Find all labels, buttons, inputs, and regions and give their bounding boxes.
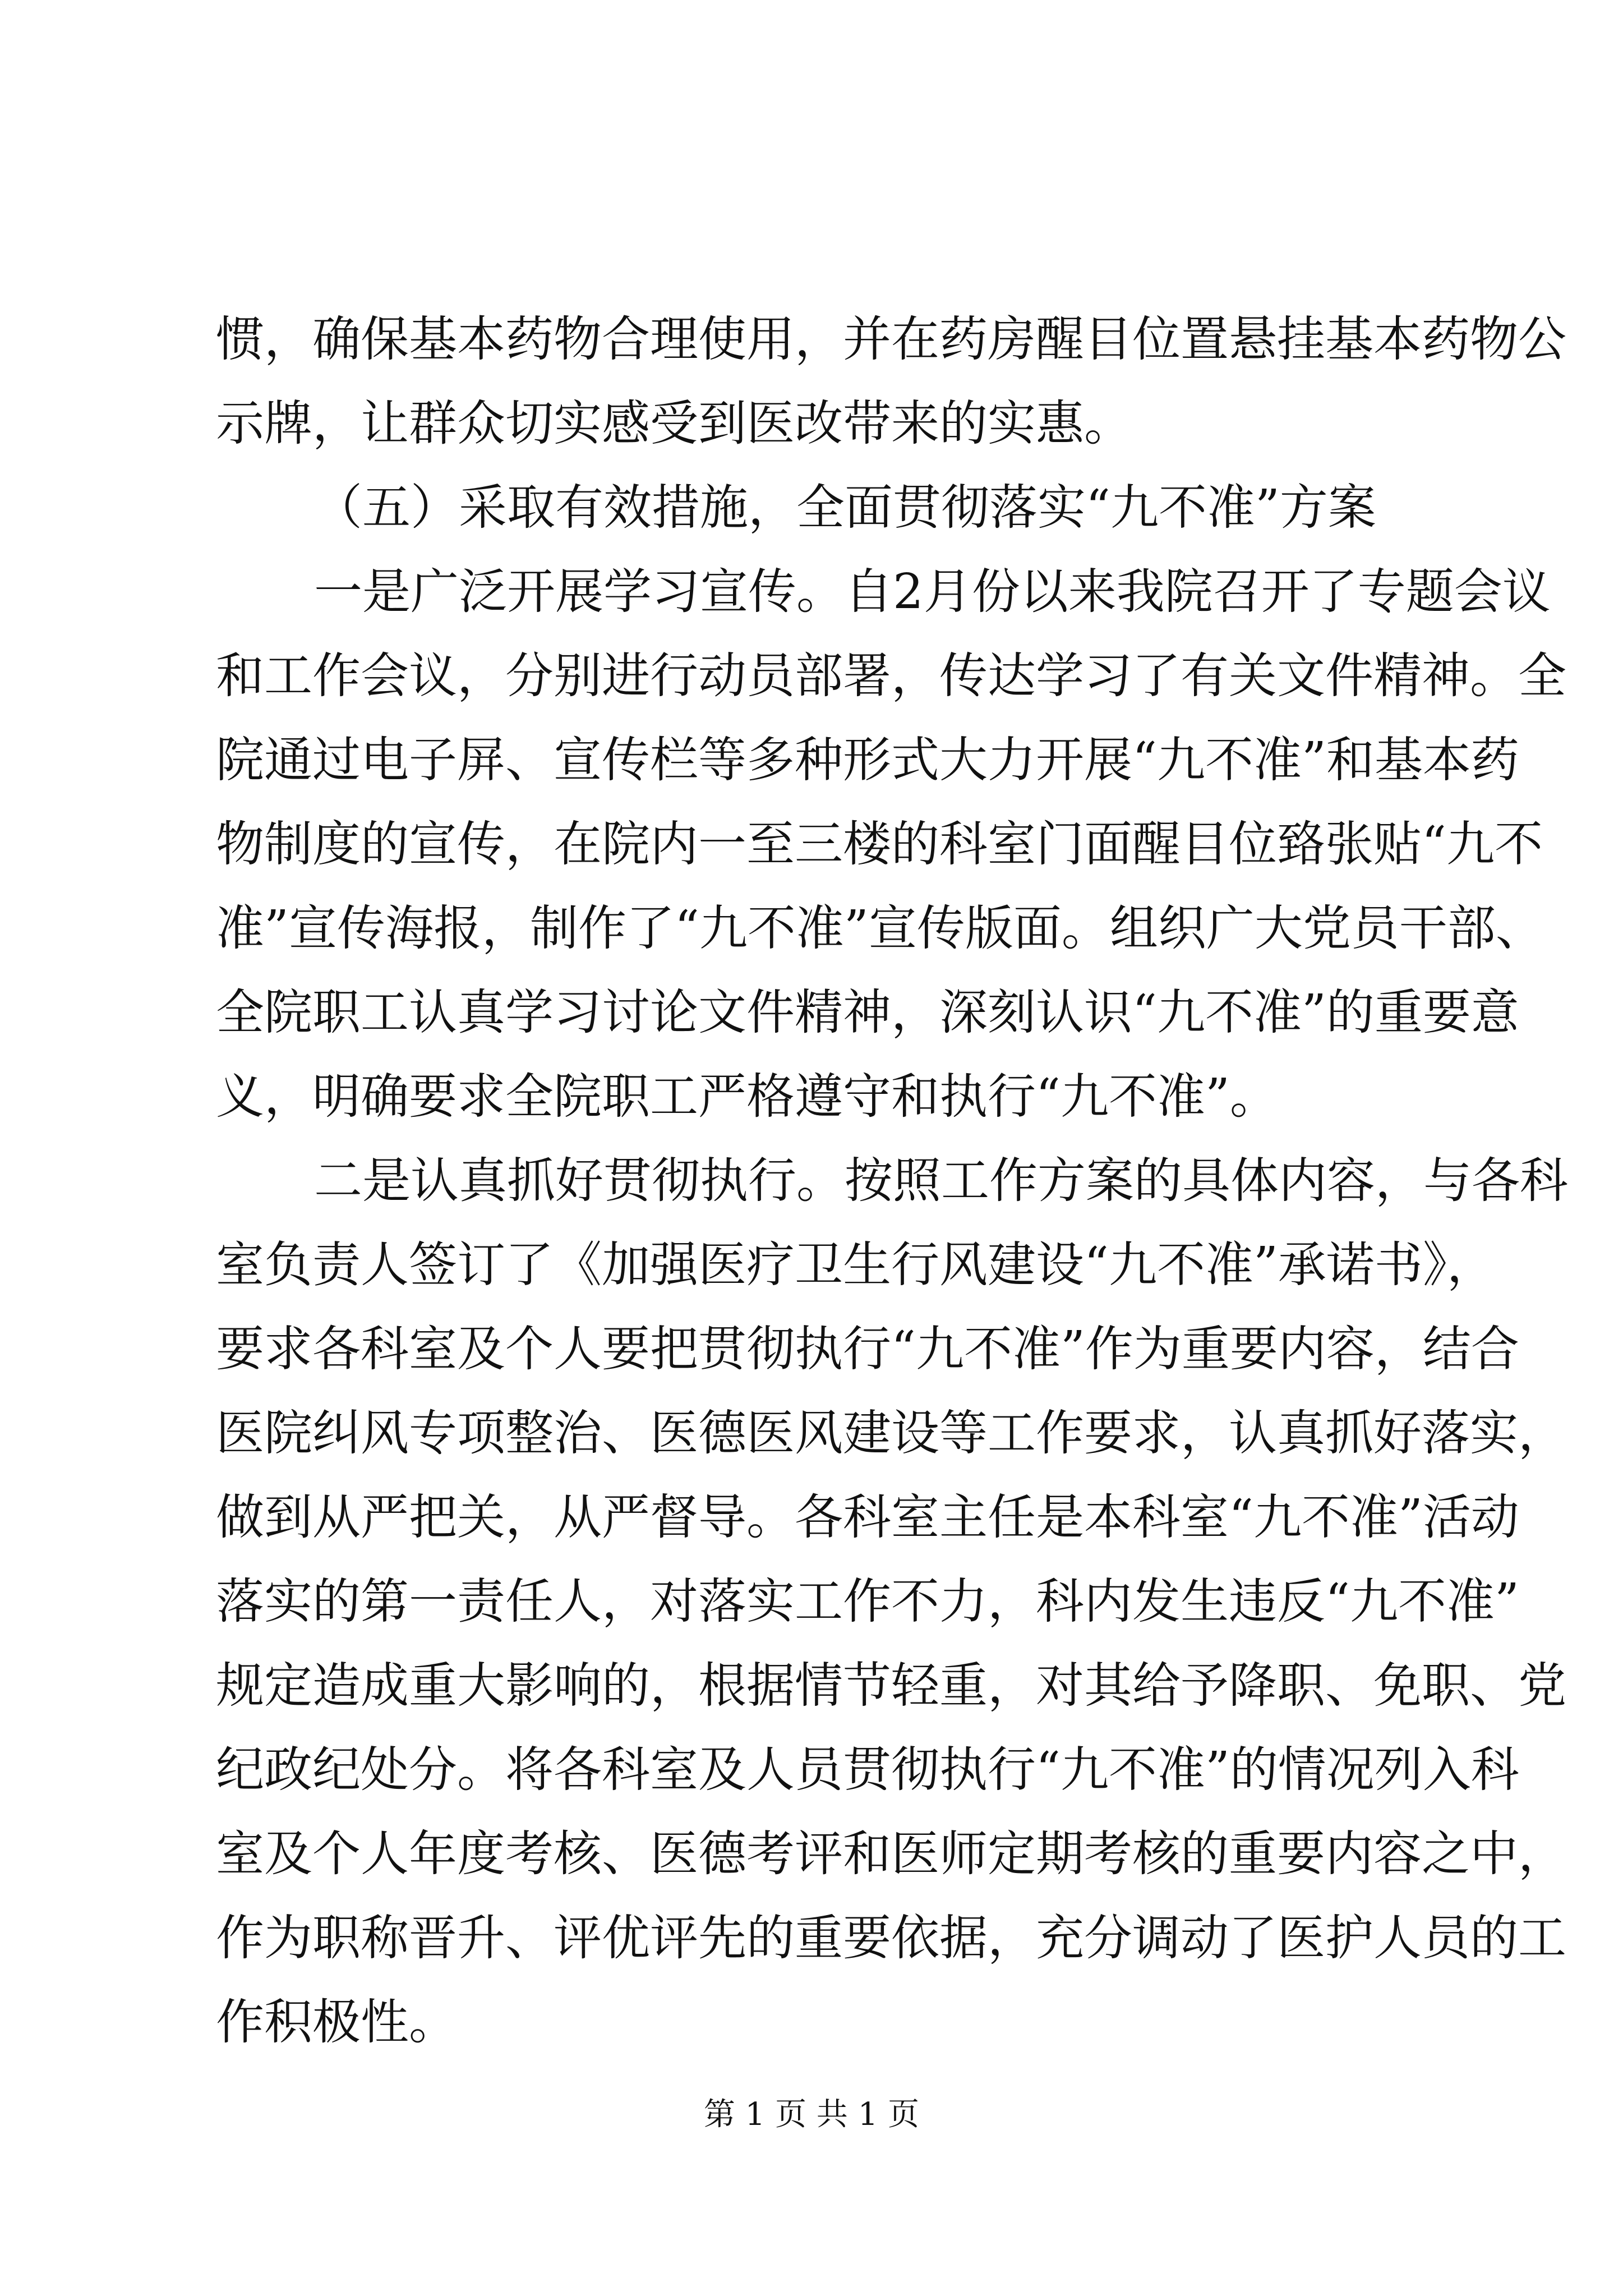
text-line: 落实的第一责任人，对落实工作不力，科内发生违反“九不准” bbox=[216, 1573, 1519, 1630]
page-number-footer: 第 1 页 共 1 页 bbox=[703, 2096, 920, 2133]
text-line: 规定造成重大影响的，根据情节轻重，对其给予降职、免职、党 bbox=[216, 1658, 1566, 1714]
text-line: 室负责人签订了《加强医疗卫生行风建设“九不准”承诺书》， bbox=[216, 1237, 1495, 1293]
text-line: 一是广泛开展学习宣传。自2月份以来我院召开了专题会议 bbox=[314, 564, 1551, 620]
text-line: 医院纠风专项整治、医德医风建设等工作要求，认真抓好落实， bbox=[216, 1405, 1566, 1461]
text-line: 物制度的宣传，在院内一至三楼的科室门面醒目位臵张贴“九不 bbox=[216, 816, 1543, 872]
text-line: 做到从严把关，从严督导。各科室主任是本科室“九不准”活动 bbox=[216, 1489, 1519, 1545]
text-line: 义，明确要求全院职工严格遵守和执行“九不准”。 bbox=[216, 1069, 1278, 1125]
text-line: 准”宣传海报，制作了“九不准”宣传版面。组织广大党员干部、 bbox=[216, 900, 1544, 956]
text-line: 和工作会议，分别进行动员部署，传达学习了有关文件精神。全 bbox=[216, 648, 1566, 704]
text-line: 惯，确保基本药物合理使用，并在药房醒目位置悬挂基本药物公 bbox=[216, 311, 1566, 367]
text-line: 作为职称晋升、评优评先的重要依据，充分调动了医护人员的工 bbox=[216, 1910, 1566, 1966]
text-line: 示牌，让群众切实感受到医改带来的实惠。 bbox=[216, 395, 1132, 452]
text-line: 室及个人年度考核、医德考评和医师定期考核的重要内容之中， bbox=[216, 1826, 1566, 1882]
text-line: 二是认真抓好贯彻执行。按照工作方案的具体内容，与各科 bbox=[314, 1153, 1568, 1209]
section-heading: （五）采取有效措施，全面贯彻落实“九不准”方案 bbox=[314, 480, 1376, 536]
text-line: 作积极性。 bbox=[216, 1994, 457, 2050]
text-line: 要求各科室及个人要把贯彻执行“九不准”作为重要内容，结合 bbox=[216, 1321, 1519, 1377]
text-line: 纪政纪处分。将各科室及人员贯彻执行“九不准”的情况列入科 bbox=[216, 1742, 1519, 1798]
text-line: 院通过电子屏、宣传栏等多种形式大力开展“九不准”和基本药 bbox=[216, 732, 1519, 788]
text-line: 全院职工认真学习讨论文件精神，深刻认识“九不准”的重要意 bbox=[216, 984, 1519, 1041]
